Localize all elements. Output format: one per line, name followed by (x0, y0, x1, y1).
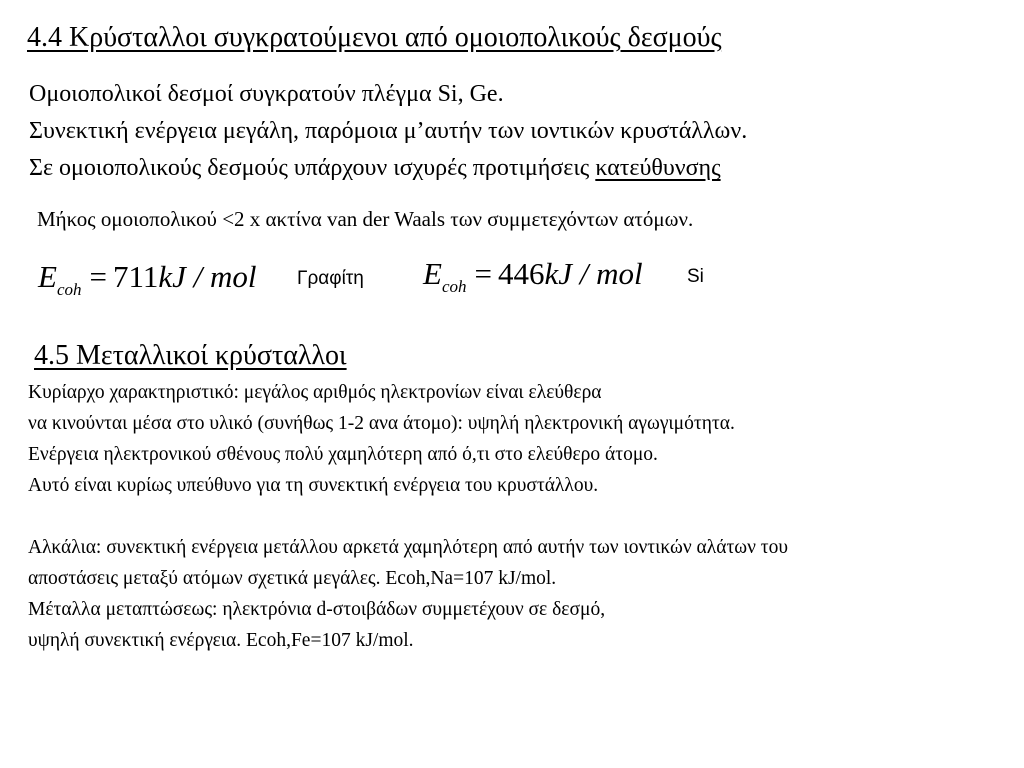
formula-subscript: coh (56, 280, 82, 299)
text-line: Μέταλλα μεταπτώσεως: ηλεκτρόνια d-στοιβάδων συμμετέχουν σε δεσμό, (28, 599, 606, 620)
text-line: Συνεκτική ενέργεια μεγάλη, παρόμοια μ’αυτήν των ιοντικών κρυστάλλων. (29, 118, 748, 144)
text-line (29, 155, 721, 182)
text-line: αποστάσεις μεταξύ ατόμων σχετικά μεγάλες. Ecoh,Na=107 kJ/mol. (28, 568, 557, 589)
formula-unit: kJ / mol (158, 259, 257, 294)
formula-graphite (38, 259, 256, 300)
formula-number: 446 (497, 256, 545, 291)
text-line: Αλκάλια: συνεκτική ενέργεια μετάλλου αρκετά χαμηλότερη από αυτήν των ιοντικών αλάτων του (28, 537, 789, 558)
formula-number: 711 (112, 259, 159, 294)
formula-unit: kJ / mol (544, 256, 643, 291)
section-title-4-5: 4.5 Μεταλλικοί κρύσταλλοι (34, 340, 347, 371)
text-line: Αυτό είναι κυρίως υπεύθυνο για τη συνεκτική ενέργεια του κρυστάλλου. (28, 475, 599, 496)
text-line: υψηλή συνεκτική ενέργεια. Ecoh,Fe=107 kJ/mol. (28, 630, 414, 651)
underlined-word: κατεύθυνσης (595, 155, 721, 181)
note-line: Μήκος ομοιοπολικού <2 x ακτίνα van der Waals των συμμετεχόντων ατόμων. (37, 207, 694, 231)
formula-symbol: E (423, 256, 442, 291)
text-line: να κινούνται μέσα στο υλικό (συνήθως 1-2 ανα άτομο): υψηλή ηλεκτρονική αγωγιμότητα. (28, 413, 735, 434)
formula-si (423, 256, 643, 297)
text-line: Ενέργεια ηλεκτρονικού σθένους πολύ χαμηλότερη από ό,τι στο ελεύθερο άτομο. (28, 444, 658, 465)
section-title-4-4: 4.4 Κρύσταλλοι συγκρατούμενοι από ομοιοπολικούς δεσμούς (27, 22, 722, 53)
formula-symbol: E (38, 259, 57, 294)
formula-equals: = (474, 256, 492, 291)
formula-equals: = (89, 259, 107, 294)
formula-label-graphite: Γραφίτη (297, 268, 364, 289)
text-line: Ομοιοπολικοί δεσμοί συγκρατούν πλέγμα Si, Ge. (29, 81, 504, 107)
text-line: Κυρίαρχο χαρακτηριστικό: μεγάλος αριθμός ηλεκτρονίων είναι ελεύθερα (28, 382, 602, 403)
formula-label-si: Si (687, 266, 704, 287)
formula-subscript: coh (441, 277, 467, 296)
text-segment: Σε ομοιοπολικούς δεσμούς υπάρχουν ισχυρές προτιμήσεις (29, 155, 596, 181)
